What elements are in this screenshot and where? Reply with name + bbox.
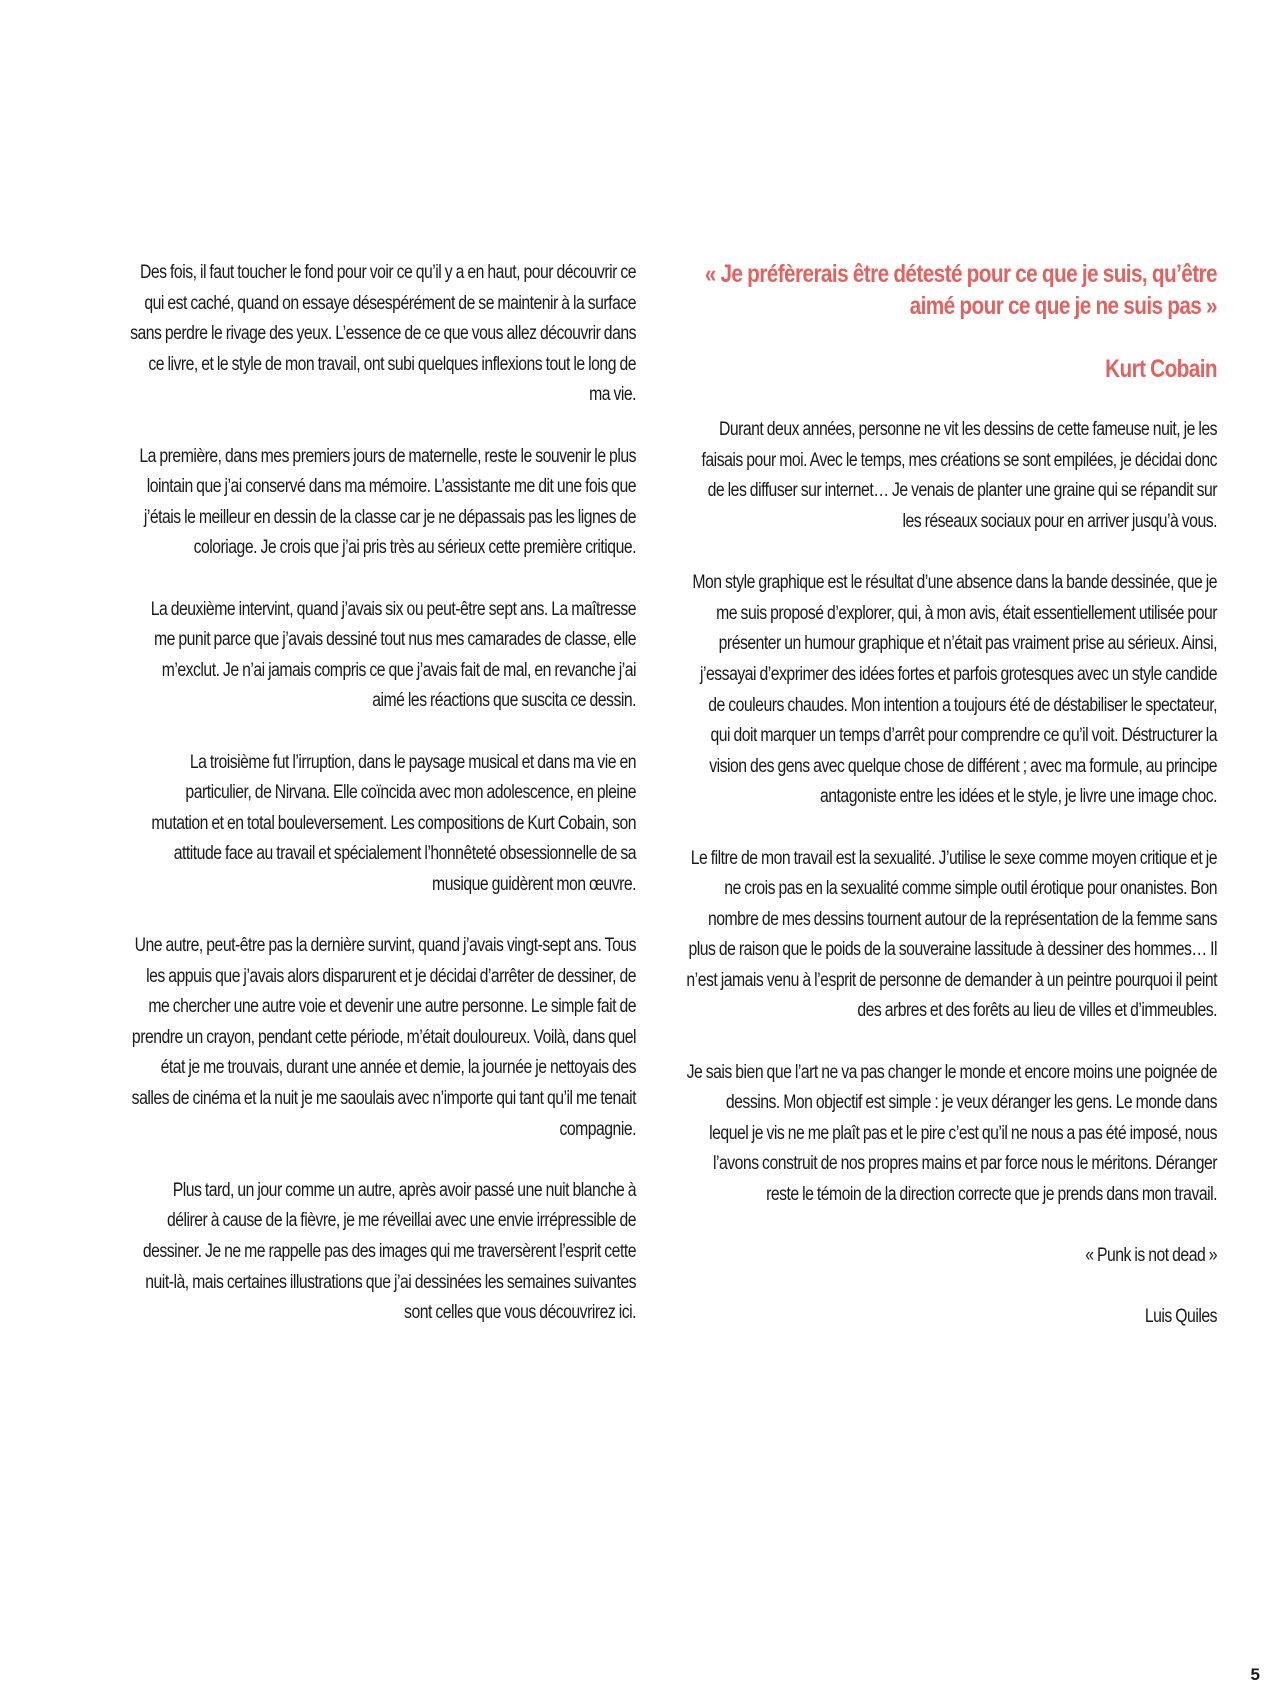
quote-author: Kurt Cobain [1105,354,1217,383]
signature: Luis Quiles [1144,1306,1217,1328]
paragraph: Durant deux années, personne ne vit les dessins de cette fameuse nuit, je les faisais pour moi. Avec le temps, mes créations se sont empilées, je décidai donc de les diffuser sur internet… Je venais de planter une graine qui se répandit sur les réseaux sociaux pour en arriver jusqu’à vous. [701,419,1217,532]
left-column [130,258,636,1359]
page-number: 5 [1250,1665,1260,1684]
paragraph: La première, dans mes premiers jours de maternelle, reste le souvenir le plus lointain que j’ai conservé dans ma mémoire. L’assistante me dit une fois que j’étais le meilleur en dessin de la classe car je ne dépassais pas les lignes de coloriage. Je crois que j’ai pris très au sérieux cette première critique. [139,445,637,559]
paragraph: La troisième fut l’irruption, dans le paysage musical et dans ma vie en particulier, de Nirvana. Elle coïncida avec mon adolescence, en pleine mutation et en total bouleversement. Les compositions de Kurt Cobain, son attitude face au travail et spécialement l’honnêteté obsessionnelle de sa musique guidèrent mon œuvre. [151,751,636,895]
right-column [686,258,1217,1364]
motto: « Punk is not dead » [1085,1245,1217,1267]
paragraph: Je sais bien que l’art ne va pas changer le monde et encore moins une poignée de dessins. Mon objectif est simple : je veux déranger les gens. Le monde dans lequel je vis ne me plaît pas et le pire c’est qu’il ne nous a pas été imposé, nous l’avons construit de nos propres mains et par force nous le méritons. Déranger reste le témoin de la direction correcte que je prends dans mon travail. [686,1061,1217,1206]
paragraph: Mon style graphique est le résultat d’une absence dans la bande dessinée, que je me suis proposé d’explorer, qui, à mon avis, était essentiellement utilisée pour présenter un humour graphique et n’était pas vraiment prise au sérieux. Ainsi, j’essayai d’exprimer des idées fortes et parfois grotesques avec un style candide de couleurs chaudes. Mon intention a toujours été de déstabiliser le spectateur, qui doit marquer un temps d’arrêt pour comprendre ce qu’il voit. Déstructurer la vision des gens avec quelque chose de différent ; avec ma formule, au principe antagoniste entre les idées et le style, je livre une image choc. [692,572,1217,808]
paragraph: Une autre, peut-être pas la dernière survint, quand j’avais vingt-sept ans. Tous les appuis que j’avais alors disparurent et je décidai d’arrêter de dessiner, de me chercher une autre voie et devenir une autre personne. Le simple fait de prendre un crayon, pendant cette période, m’était douloureux. Voilà, dans quel état je me trouvais, durant une année et demie, la journée je nettoyais des salles de cinéma et la nuit je me saoulais avec n’importe qui tant qu’il me tenait compagnie. [131,935,637,1140]
paragraph: Des fois, il faut toucher le fond pour voir ce qu’il y a en haut, pour découvrir ce qui est caché, quand on essaye désespérément de se maintenir à la surface sans perdre le rivage des yeux. L’essence de ce que vous allez découvrir dans ce livre, et le style de mon travail, ont subi quelques inflexions tout le long de ma vie. [130,262,637,406]
pull-quote: « Je préfèrerais être détesté pour ce que je suis, qu’être aimé pour ce que je ne suis pas » [704,260,1217,320]
paragraph: La deuxième intervint, quand j’avais six ou peut-être sept ans. La maîtresse me punit parce que j’avais dessiné tout nus mes camarades de classe, elle m’exclut. Je n’ai jamais compris ce que j’avais fait de mal, en revanche j’ai aimé les réactions que suscita ce dessin. [150,598,636,712]
paragraph: Plus tard, un jour comme un autre, après avoir passé une nuit blanche à délirer à cause de la fièvre, je me réveillai avec une envie irrépressible de dessiner. Je ne me rappelle pas des images qui me traversèrent l’esprit cette nuit-là, mais certaines illustrations que j’ai dessinées les semaines suivantes sont celles que vous découvrirez ici. [142,1179,637,1324]
paragraph: Le filtre de mon travail est la sexualité. J’utilise le sexe comme moyen critique et je ne crois pas en la sexualité comme simple outil érotique pour onanistes. Bon nombre de mes dessins tournent autour de la représentation de la femme sans plus de raison que le poids de la souveraine lassitude à dessiner des hommes… Il n’est jamais venu à l’esprit de personne de demander à un peintre pourquoi il peint des arbres et des forêts au lieu de villes et d’immeubles. [686,847,1217,1022]
